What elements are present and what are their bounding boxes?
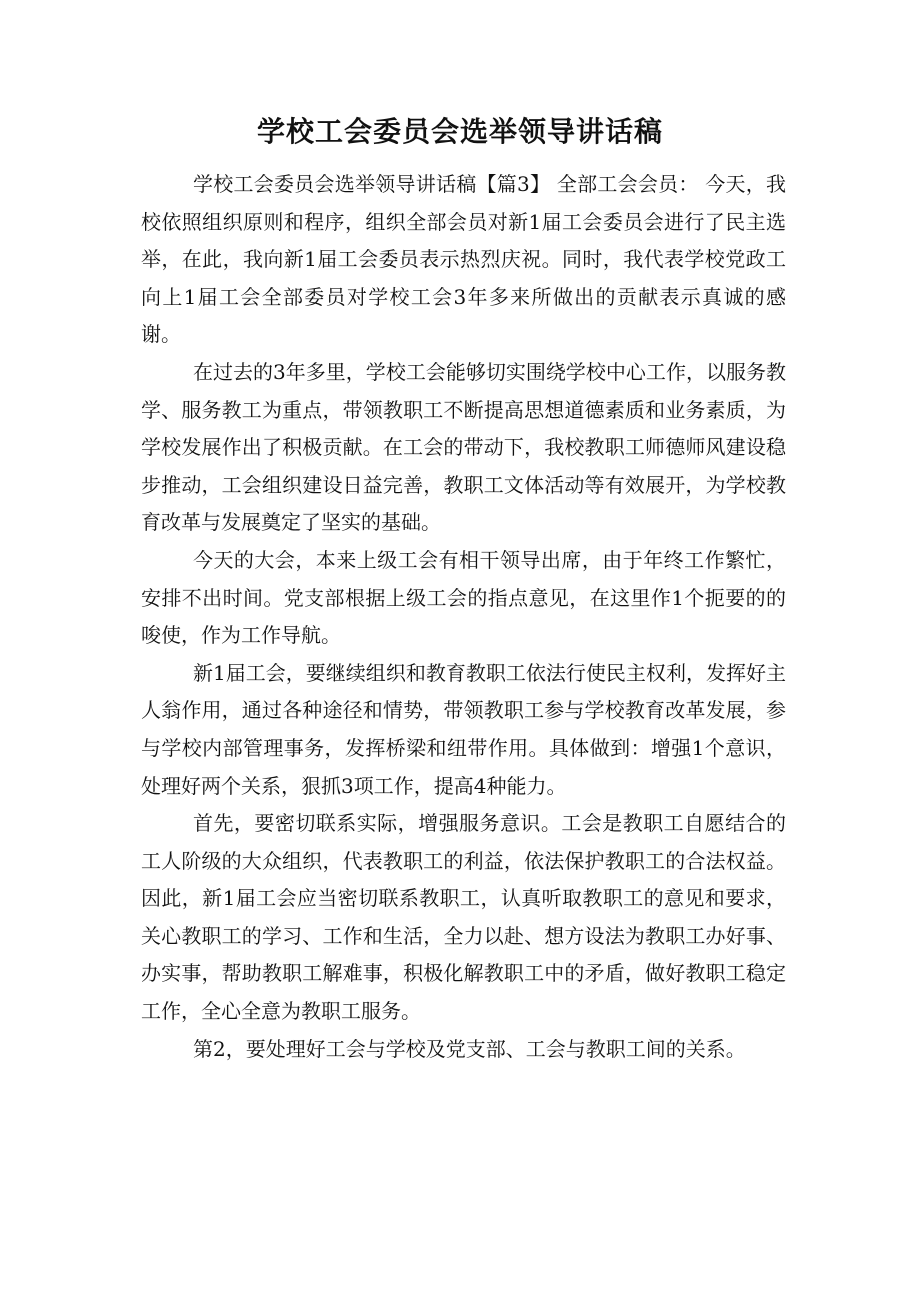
paragraph-3: 今天的大会，本来上级工会有相干领导出席，由于年终工作繁忙，安排不出时间。党支部根据上级工会的指点意见，在这里作1个扼要的的唆使，作为工作导航。 <box>141 547 786 648</box>
document-title: 学校工会委员会选举领导讲话稿 <box>256 115 663 148</box>
paragraph-4: 新1届工会，要继续组织和教育教职工依法行使民主权利，发挥好主人翁作用，通过各种途径和情势，带领教职工参与学校教育改革发展，参与学校内部管理事务，发挥桥梁和纽带作用。具体做到：增强1个意识，处理好两个关系，狠抓3项工作，提高4种能力。 <box>141 660 786 798</box>
paragraph-1: 学校工会委员会选举领导讲话稿【篇3】 全部工会会员： 今天，我校依照组织原则和程序，组织全部会员对新1届工会委员会进行了民主选举，在此，我向新1届工会委员表示热烈庆祝。同时，我代表学校党政工向上1届工会全部委员对学校工会3年多来所做出的贡献表示真诚的感谢。 <box>141 172 786 347</box>
document-body <box>141 166 786 1068</box>
paragraph-6: 第2，要处理好工会与学校及党支部、工会与教职工间的关系。 <box>193 1036 746 1061</box>
paragraph-2: 在过去的3年多里，学校工会能够切实围绕学校中心工作，以服务教学、服务教工为重点，带领教职工不断提高思想道德素质和业务素质，为学校发展作出了积极贡献。在工会的带动下，我校教职工师德师风建设稳步推动，工会组织建设日益完善，教职工文体活动等有效展开，为学校教育改革与发展奠定了坚实的基础。 <box>141 359 786 535</box>
paragraph-5: 首先，要密切联系实际，增强服务意识。工会是教职工自愿结合的工人阶级的大众组织，代表教职工的利益，依法保护教职工的合法权益。因此，新1届工会应当密切联系教职工，认真听取教职工的意见和要求，关心教职工的学习、工作和生活，全力以赴、想方设法为教职工办好事、办实事，帮助教职工解难事，积极化解教职工中的矛盾，做好教职工稳定工作，全心全意为教职工服务。 <box>141 811 786 1024</box>
